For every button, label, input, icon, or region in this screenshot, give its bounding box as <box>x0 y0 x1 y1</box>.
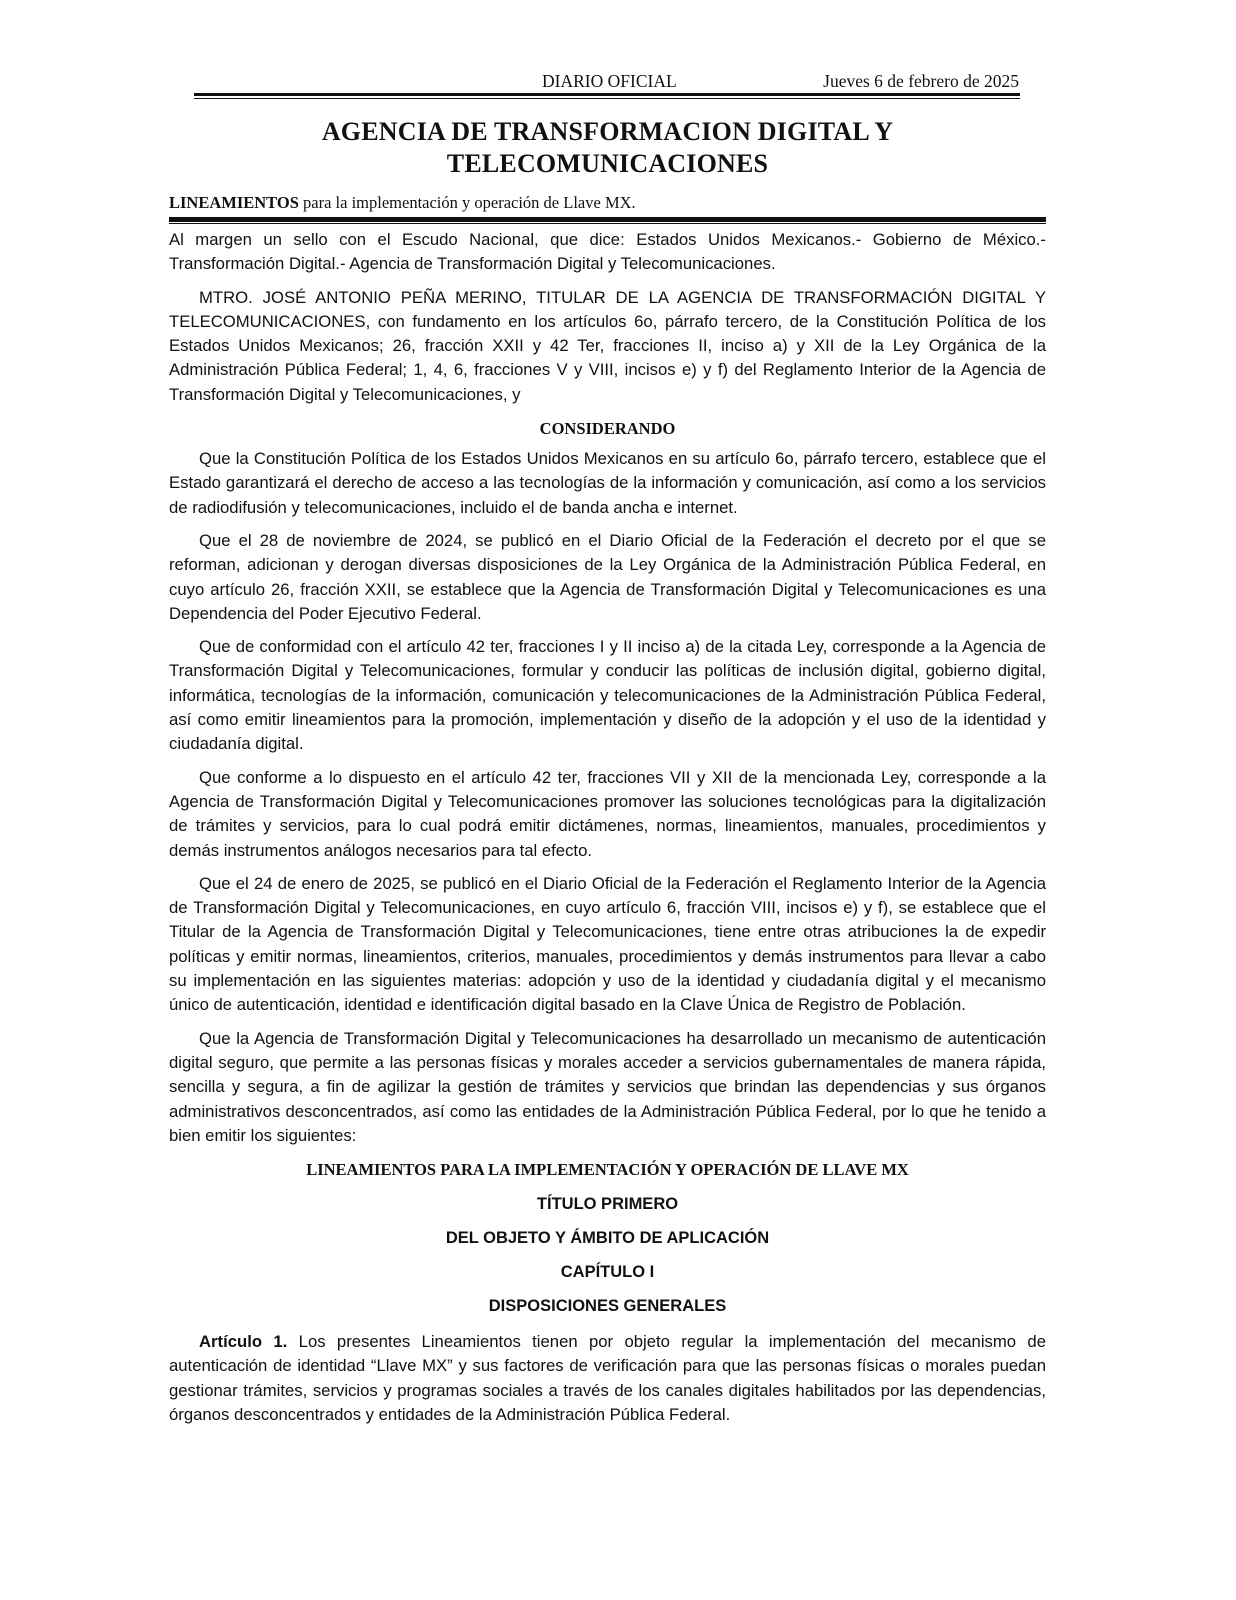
titulo-name: DEL OBJETO Y ÁMBITO DE APLICACIÓN <box>445 1229 770 1248</box>
capitulo-heading: CAPÍTULO I <box>560 1263 655 1282</box>
considerando-heading: CONSIDERANDO <box>539 419 676 439</box>
page-header <box>169 66 1046 96</box>
preamble: MTRO. JOSÉ ANTONIO PEÑA MERINO, TITULAR DE LA AGENCIA DE TRANSFORMACIÓN DIGITAL Y TELECOMUNICACIONES, con fundamento en los artículos 6o, párrafo tercero, de la Constitución Política de los Estados Unidos Mexicanos; 26, fracción XXII y 42 Ter, fracciones II, inciso a) y XII de la Ley Orgánica de la Administración Pública Federal; 1, 4, 6, fracciones V y VIII, incisos e) y f) del Reglamento Interior de la Agencia de Transformación Digital y Telecomunicaciones, y <box>169 287 1046 404</box>
titulo-heading: TÍTULO PRIMERO <box>536 1195 679 1214</box>
agency-title-line1: AGENCIA DE TRANSFORMACION DIGITAL Y <box>321 117 894 146</box>
document-subtitle <box>169 193 1046 213</box>
considerando-paragraph: Que de conformidad con el artículo 42 ter, fracciones I y II inciso a) de la citada Ley, corresponde a la Agencia de Transformación Digital y Telecomunicaciones, formular y conducir las políticas de inclusión digital, gobierno digital, informática, tecnologías de la información, comunicación y telecomunicaciones de la Administración Pública Federal, así como emitir lineamientos para la promoción, implementación y diseño de la adopción y el uso de la identidad y ciudadanía digital. <box>169 637 1046 754</box>
considerando-paragraph: Que la Constitución Política de los Estados Unidos Mexicanos en su artículo 6o, párrafo tercero, establece que el Estado garantizará el derecho de acceso a las tecnologías de la información y comunicación, así como a los servicios de radiodifusión y telecomunicaciones, incluido el de banda ancha e internet. <box>169 449 1046 517</box>
article-1 <box>169 1330 1046 1427</box>
margin-note: Al margen un sello con el Escudo Nacional, que dice: Estados Unidos Mexicanos.- Gobierno de México.- Transformación Digital.- Agencia de Transformación Digital y Telecomunicaciones. <box>169 230 1046 274</box>
subtitle-bold: LINEAMIENTOS <box>169 193 299 212</box>
capitulo-name: DISPOSICIONES GENERALES <box>488 1297 727 1316</box>
considerando-paragraph: Que la Agencia de Transformación Digital y Telecomunicaciones ha desarrollado un mecanismo de autenticación digital seguro, que permite a las personas físicas y morales acceder a servicios gubernamentales de manera rápida, sencilla y segura, a fin de agilizar la gestión de trámites y servicios que brindan las dependencias y sus órganos administrativos desconcentrados, así como las entidades de la Administración Pública Federal, por lo que he tenido a bien emitir los siguientes: <box>169 1028 1046 1145</box>
article-1-label: Artículo 1. <box>199 1332 288 1352</box>
lineamientos-heading: LINEAMIENTOS PARA LA IMPLEMENTACIÓN Y OPERACIÓN DE LLAVE MX <box>306 1160 909 1180</box>
header-rule-thin <box>194 98 1020 99</box>
subtitle-rule-thin <box>169 223 1046 224</box>
publication-date: Jueves 6 de febrero de 2025 <box>823 71 1019 91</box>
subtitle-rule <box>169 217 1046 222</box>
considerando-paragraph: Que el 28 de noviembre de 2024, se publicó en el Diario Oficial de la Federación el decreto por el que se reforman, adicionan y derogan diversas disposiciones de la Ley Orgánica de la Administración Pública Federal, en cuyo artículo 26, fracción XXII, se establece que la Agencia de Transformación Digital y Telecomunicaciones es una Dependencia del Poder Ejecutivo Federal. <box>169 530 1046 623</box>
article-1-text: Los presentes Lineamientos tienen por objeto regular la implementación del mecanismo de autenticación de identidad “Llave MX” y sus factores de verificación para que las personas físicas o morales puedan gestionar trámites, servicios y programas sociales a través de los canales digitales habilitados por las dependencias, órganos desconcentrados y entidades de la Administración Pública Federal. <box>169 1332 1046 1424</box>
agency-title <box>169 116 1046 180</box>
subtitle-rest: para la implementación y operación de Llave MX. <box>298 193 636 212</box>
header-rule <box>194 93 1020 96</box>
publication-name: DIARIO OFICIAL <box>542 71 677 91</box>
agency-title-line2: TELECOMUNICACIONES <box>446 149 769 178</box>
considerando-paragraph: Que el 24 de enero de 2025, se publicó en el Diario Oficial de la Federación el Reglamento Interior de la Agencia de Transformación Digital y Telecomunicaciones, en cuyo artículo 6, fracción VIII, incisos e) y f), se establece que el Titular de la Agencia de Transformación Digital y Telecomunicaciones, tiene entre otras atribuciones la de expedir políticas y emitir normas, lineamientos, criterios, manuales, procedimientos y demás instrumentos para llevar a cabo su implementación en las siguientes materias: adopción y uso de la identidad y ciudadanía digital y el mecanismo único de autenticación, identidad e identificación digital basado en la Clave Única de Registro de Población. <box>169 873 1046 1015</box>
document-page <box>169 66 1046 1427</box>
considerando-paragraph: Que conforme a lo dispuesto en el artículo 42 ter, fracciones VII y XII de la mencionada Ley, corresponde a la Agencia de Transformación Digital y Telecomunicaciones promover las soluciones tecnológicas para la digitalización de trámites y servicios, para lo cual podrá emitir dictámenes, normas, lineamientos, manuales, procedimientos y demás instrumentos análogos necesarios para tal efecto. <box>169 767 1046 860</box>
